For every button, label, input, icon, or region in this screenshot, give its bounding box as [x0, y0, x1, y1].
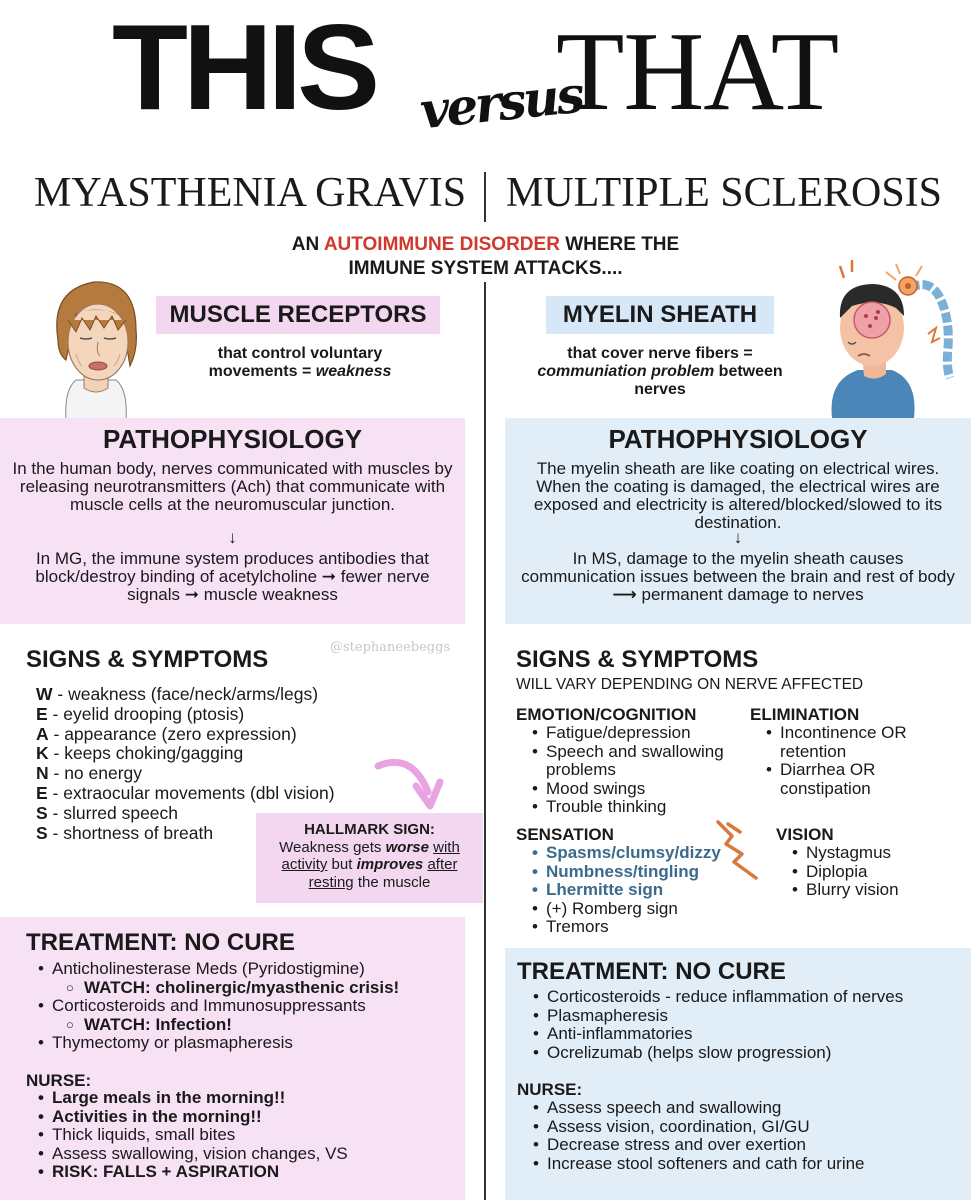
list-item: • Assess speech and swallowing [531, 1099, 865, 1118]
list-item: • Corticosteroids and Immunosuppressants [36, 997, 399, 1016]
muscle-receptors-tag: MUSCLE RECEPTORS [156, 296, 440, 334]
list-item: K - keeps choking/gagging [36, 743, 244, 764]
list-item: S - shortness of breath [36, 822, 214, 843]
list-item: • Tremors [530, 918, 721, 937]
list-item: • Numbness/tingling [530, 863, 721, 882]
mg-treatment-box [0, 917, 465, 1200]
title-that: THAT [556, 10, 839, 134]
man-neuron-illustration [800, 258, 965, 418]
ms-nurse-list [531, 1099, 865, 1173]
list-item: • Activities in the morning!! [36, 1108, 348, 1127]
list-item: E - extraocular movements (dbl vision) [36, 782, 335, 803]
title-divider [484, 172, 486, 222]
ms-signs-subtitle: WILL VARY DEPENDING ON NERVE AFFECTED [516, 676, 864, 693]
woman-face-illustration [36, 270, 156, 420]
vision-list [790, 844, 899, 900]
list-item: • Mood swings [530, 780, 740, 799]
list-item: E - eyelid drooping (ptosis) [36, 703, 245, 724]
list-item: • Anticholinesterase Meds (Pyridostigmine) [36, 960, 399, 979]
list-item: • Trouble thinking [530, 798, 740, 817]
ms-treatment-list [531, 988, 903, 1062]
mg-treatment-list [36, 960, 399, 1053]
center-divider [484, 282, 486, 1200]
mg-patho-title: PATHOPHYSIOLOGY [102, 424, 363, 454]
mg-signs-title: SIGNS & SYMPTOMS [26, 646, 269, 673]
ms-nurse-title: NURSE: [517, 1080, 583, 1099]
mg-patho-text-2: In MG, the immune system produces antibodies that block/destroy binding of acetylcholine ➞ fewer nerve signals ➞ muscle weakness [35, 549, 430, 604]
list-item: • Fatigue/depression [530, 724, 740, 743]
sensation-list [530, 844, 721, 937]
sensation-title: SENSATION [516, 825, 614, 844]
list-item: A - appearance (zero expression) [36, 723, 297, 744]
ms-patho-title: PATHOPHYSIOLOGY [608, 424, 868, 454]
watermark: @stephaneebeggs [330, 640, 451, 655]
elimination-title: ELIMINATION [750, 705, 860, 724]
lightning-icon [712, 818, 764, 884]
long-right-arrow-icon: ⟶ [612, 585, 637, 604]
autoimmune-highlight: AUTOIMMUNE DISORDER [323, 234, 560, 255]
right-arrow-icon: ➞ [184, 585, 199, 604]
list-item: • Diplopia [790, 863, 899, 882]
elimination-list [764, 724, 934, 798]
list-item: • Nystagmus [790, 844, 899, 863]
myelin-sheath-tag: MYELIN SHEATH [546, 296, 774, 334]
list-item: • Decrease stress and over exertion [531, 1136, 865, 1155]
list-item: • Large meals in the morning!! [36, 1089, 348, 1108]
intro-text: AN AUTOIMMUNE DISORDER WHERE THE IMMUNE SYSTEM ATTACKS.... [291, 234, 680, 279]
title-versus: versus [417, 64, 585, 141]
list-item: • Thymectomy or plasmapheresis [36, 1034, 399, 1053]
list-item: • Spasms/clumsy/dizzy [530, 844, 721, 863]
list-item: • Assess vision, coordination, GI/GU [531, 1118, 865, 1137]
ms-treatment-title: TREATMENT: NO CURE [517, 958, 786, 985]
down-arrow-icon: ↓ [733, 528, 743, 547]
right-arrow-icon: ➞ [321, 567, 337, 586]
list-item: S - slurred speech [36, 802, 179, 823]
list-item: • Incontinence OR retention [764, 724, 934, 761]
mg-patho-text-1: In the human body, nerves communicated with muscles by releasing neurotransmitters (Ach) that communicate with muscle cells at the neuromuscular junction. [12, 459, 453, 514]
right-disease-title: MULTIPLE SCLEROSIS [506, 170, 943, 216]
list-item: W - weakness (face/neck/arms/legs) [36, 684, 319, 704]
list-item: • Lhermitte sign [530, 881, 721, 900]
vision-title: VISION [776, 825, 834, 844]
mg-pathophysiology-box [0, 418, 465, 624]
mg-treatment-title: TREATMENT: NO CURE [26, 929, 295, 956]
emotion-cognition-list [530, 724, 740, 817]
ms-signs-title: SIGNS & SYMPTOMS [516, 646, 759, 673]
hallmark-sign-box: HALLMARK SIGN: Weakness gets worse with activity but improves after resting the muscle [256, 813, 483, 903]
list-item: • Corticosteroids - reduce inflammation of nerves [531, 988, 903, 1007]
list-item: • Increase stool softeners and cath for urine [531, 1155, 865, 1174]
list-item: ○ WATCH: cholinergic/myasthenic crisis! [36, 979, 399, 998]
list-item: N - no energy [36, 763, 143, 784]
muscle-receptors-description: that control voluntary movements = weakness [208, 345, 392, 380]
list-item: ○ WATCH: Infection! [36, 1016, 399, 1035]
curved-arrow-icon [372, 752, 452, 812]
mg-nurse-list [36, 1089, 348, 1182]
list-item: • Blurry vision [790, 881, 899, 900]
list-item: • Assess swallowing, vision changes, VS [36, 1145, 348, 1164]
list-item: • (+) Romberg sign [530, 900, 721, 919]
list-item: • Thick liquids, small bites [36, 1126, 348, 1145]
ms-patho-text-1: The myelin sheath are like coating on electrical wires. When the coating is damaged, the electrical wires are exposed and electricity is altered/blocked/slowed to its destination. [533, 459, 943, 532]
left-disease-title: MYASTHENIA GRAVIS [34, 170, 467, 216]
emotion-cognition-title: EMOTION/COGNITION [516, 705, 697, 724]
ms-pathophysiology-box [505, 418, 971, 624]
ms-treatment-box [505, 948, 971, 1200]
mg-nurse-title: NURSE: [26, 1071, 92, 1090]
list-item: • Diarrhea OR constipation [764, 761, 934, 798]
down-arrow-icon: ↓ [228, 528, 237, 547]
list-item: • Ocrelizumab (helps slow progression) [531, 1044, 903, 1063]
title-this: THIS [112, 0, 376, 135]
list-item: • Anti-inflammatories [531, 1025, 903, 1044]
list-item: • RISK: FALLS + ASPIRATION [36, 1163, 348, 1182]
ms-patho-text-2: In MS, damage to the myelin sheath causes communication issues between the brain and rest of body ⟶ permanent damage to nerves [521, 549, 955, 604]
myelin-sheath-description: that cover nerve fibers = communiation problem between nerves [537, 345, 783, 398]
list-item: • Plasmapheresis [531, 1007, 903, 1026]
list-item: • Speech and swallowing problems [530, 743, 740, 780]
